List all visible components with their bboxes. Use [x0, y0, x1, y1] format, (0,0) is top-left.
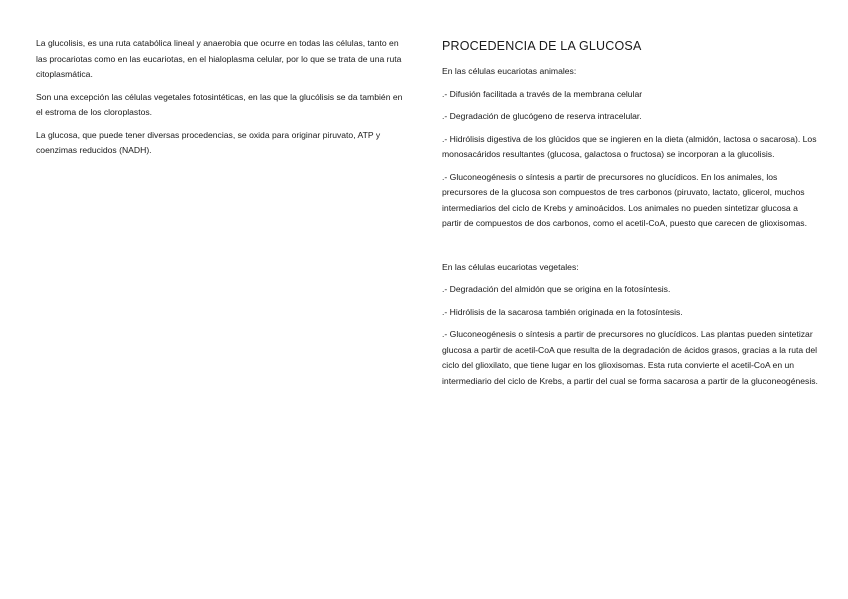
plant-cells-heading: En las células eucariotas vegetales:: [442, 261, 579, 272]
left-column: [36, 36, 408, 166]
glucose-paragraph: La glucosa, que puede tener diversas procedencias, se oxida para originar piruvato, ATP y coenzimas reducidos (NADH).: [36, 129, 381, 155]
section-gap: [442, 239, 818, 260]
exception-paragraph: Son una excepción las células vegetales fotosintéticas, en las que la glucólisis se da también en el estroma de los cloroplastos.: [36, 91, 403, 117]
animal-cells-heading: En las células eucariotas animales:: [442, 66, 577, 76]
right-column: [442, 38, 818, 396]
section-title: PROCEDENCIA DE LA GLUCOSA: [442, 39, 642, 53]
plant-item: .- Degradación del almidón que se origina en la fotosíntesis.: [442, 284, 671, 294]
animal-item: .- Gluconeogénesis o síntesis a partir de precursores no glucídicos. En los animales, los precursores de la glucosa son compuestos de tres carbonos (piruvato, lactato, glicerol, muchos intermediarios del ciclo de Krebs y aminoácidos. Los animales no pueden sintetizar glucosa a partir de compuestos de dos carbonos, como el acetil-CoA, puesto que carecen de glioxisomas.: [442, 171, 807, 228]
animal-item: .- Hidrólisis digestiva de los glúcidos que se ingieren en la dieta (almidón, lactosa o sacarosa). Los monosacáridos resultantes (glucosa, galactosa o fructosa) se incorporan a la glucolisis.: [442, 133, 817, 159]
animal-item: .- Degradación de glucógeno de reserva intracelular.: [442, 111, 642, 121]
animal-item: .- Difusión facilitada a través de la membrana celular: [442, 88, 643, 99]
plant-item: .- Gluconeogénesis o síntesis a partir de precursores no glucídicos. Las plantas pueden sintetizar glucosa a partir de acetil-CoA que resulta de la degradación de ácidos grasos, gracias a la ruta del ciclo del glioxilato, que tiene lugar en los glioxisomas. Esta ruta convierte el acetil-CoA en un intermediario del ciclo de Krebs, a partir del cual se forma sacarosa a partir de la gluconeogénesis.: [442, 329, 818, 386]
plant-item: .- Hidrólisis de la sacarosa también originada en la fotosíntesis.: [442, 306, 683, 317]
intro-paragraph: La glucolisis, es una ruta catabólica lineal y anaerobia que ocurre en todas las células, tanto en las procariotas como en las eucariotas, en el hialoplasma celular, por lo que se trata de una ruta citoplasmática.: [36, 38, 402, 79]
